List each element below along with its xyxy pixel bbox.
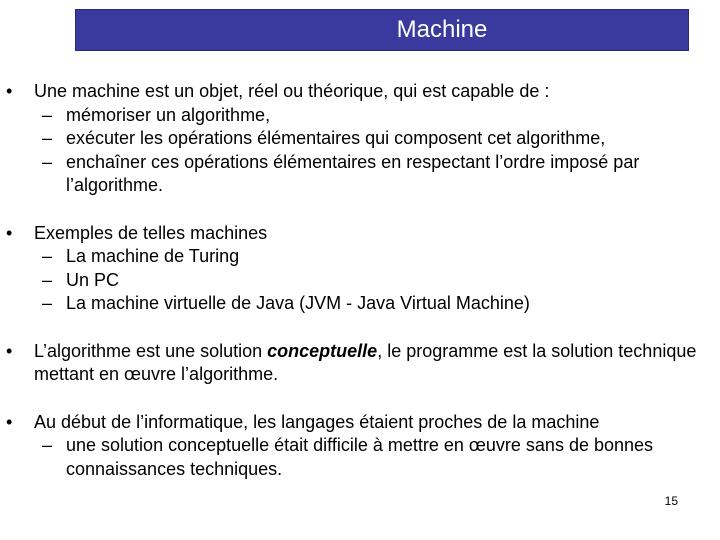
sub-item xyxy=(0,127,720,151)
slide-title: Machine xyxy=(396,16,488,43)
sub-item xyxy=(0,434,720,481)
sub-marker: – xyxy=(42,269,53,290)
sub-text: enchaîner ces opérations élémentaires en respectant l’ordre imposé par l’algorithme. xyxy=(66,151,640,195)
bullet-emphasis: conceptuelle xyxy=(267,340,378,361)
bullet-text-before: L’algorithme est une solution xyxy=(34,340,268,361)
bullet-text: Une machine est un objet, réel ou théorique, qui est capable de : xyxy=(34,81,550,101)
sub-marker: – xyxy=(42,128,53,148)
bullet-text: Au début de l’informatique, les langages étaient proches de la machine xyxy=(34,411,600,432)
bullet-marker: • xyxy=(6,340,13,361)
sub-marker: – xyxy=(42,104,53,125)
sub-item xyxy=(0,245,720,269)
sub-item xyxy=(0,269,720,293)
sub-item xyxy=(0,151,720,198)
bullet-early-computing xyxy=(0,411,720,435)
bullet-marker: • xyxy=(6,411,13,432)
bullet-marker: • xyxy=(6,222,13,243)
bullet-examples xyxy=(0,222,720,246)
bullet-text: Exemples de telles machines xyxy=(34,222,268,243)
sub-text: La machine virtuelle de Java (JVM - Java Virtual Machine) xyxy=(66,293,530,313)
bullet-algorithm-vs-program xyxy=(0,340,720,387)
sub-text: La machine de Turing xyxy=(66,246,240,266)
bullet-text-after: , le programme est la solution technique mettant en œuvre l’algorithme. xyxy=(34,340,697,384)
sub-text: une solution conceptuelle était difficile à mettre en œuvre sans de bonnes connaissances techniques. xyxy=(66,435,654,479)
sub-text: exécuter les opérations élémentaires qui composent cet algorithme, xyxy=(66,128,606,148)
sub-marker: – xyxy=(42,151,53,172)
slide-title-bar xyxy=(75,9,689,51)
sub-marker: – xyxy=(42,293,53,313)
sub-marker: – xyxy=(42,435,53,455)
bullet-machine-definition xyxy=(0,80,720,104)
sub-text: Un PC xyxy=(66,269,120,290)
page-number: 15 xyxy=(664,494,678,508)
sub-item xyxy=(0,104,720,128)
sub-marker: – xyxy=(42,246,53,266)
sub-text: mémoriser un algorithme, xyxy=(66,104,271,125)
slide-content xyxy=(0,80,720,481)
bullet-marker: • xyxy=(6,81,13,101)
sub-item xyxy=(0,292,720,316)
